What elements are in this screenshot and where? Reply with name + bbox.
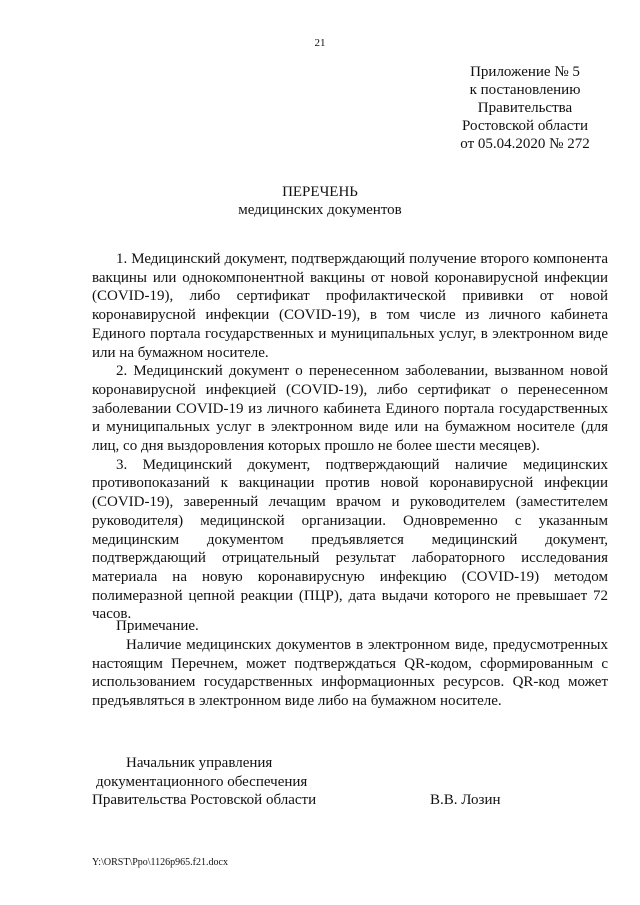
paragraph-item-3: 3. Медицинский документ, подтверждающий наличие медицинских противопоказаний к вакцинации против новой коронавирусной инфекции (COVID-19), заверенный лечащим врачом и руководителем (заместителем руководителя) медицинской организации. Одновременно с указанным медицинским документом предъявляется медицинский документ, подтверждающий отрицательный результат лабораторного исследования материала на новую коронавирусную инфекцию (COVID-19) методом полимеразной цепной реакции (ПЦР), дата выдачи которого не превышает 72 часов. <box>92 456 608 623</box>
signature-position-line3: Правительства Ростовской области <box>92 792 317 808</box>
signature-position-line1: Начальник управления <box>126 755 273 771</box>
appendix-line: Правительства <box>477 100 573 116</box>
appendix-line: от 05.04.2020 № 272 <box>460 136 590 152</box>
document-title <box>0 183 640 219</box>
page-number: 21 <box>314 37 326 49</box>
appendix-line: к постановлению <box>469 82 581 98</box>
note-title: Примечание. <box>116 618 199 634</box>
signature-position-line2: документационного обеспечения <box>96 773 308 790</box>
appendix-line: Ростовской области <box>462 118 588 134</box>
signature-name: В.В. Лозин <box>430 792 501 808</box>
document-body <box>92 250 608 624</box>
footer-file-path: Y:\ORST\Ppo\1126p965.f21.docx <box>92 857 228 868</box>
title-heading: ПЕРЕЧЕНЬ <box>282 184 358 200</box>
title-subheading: медицинских документов <box>238 202 402 218</box>
note-body <box>92 636 608 711</box>
appendix-line: Приложение № 5 <box>470 64 580 80</box>
signature-block <box>92 754 608 810</box>
appendix-block <box>440 63 610 153</box>
paragraph-item-1: 1. Медицинский документ, подтверждающий получение второго компонента вакцины или однокомпонентной вакцины от новой коронавирусной инфекции (COVID-19), либо сертификат профилактической прививки от новой коронавирусной инфекции (COVID-19), в том числе из личного кабинета Единого портала государственных и муниципальных услуг, в электронном виде или на бумажном носителе. <box>92 251 608 361</box>
paragraph-item-2: 2. Медицинский документ о перенесенном заболевании, вызванном новой коронавирусной инфекцией (COVID-19), либо сертификат о перенесенном заболевании COVID-19 из личного кабинета Единого портала государственных и муниципальных услуг в электронном виде или на бумажном носителе (для лиц, со дня выздоровления которых прошло не более шести месяцев). <box>92 363 608 455</box>
note-text: Наличие медицинских документов в электронном виде, предусмотренных настоящим Перечнем, может подтверждаться QR-кодом, сформированным с использованием государственных информационных ресурсов. QR-код может предъявляться в электронном виде либо на бумажном носителе. <box>92 637 608 710</box>
